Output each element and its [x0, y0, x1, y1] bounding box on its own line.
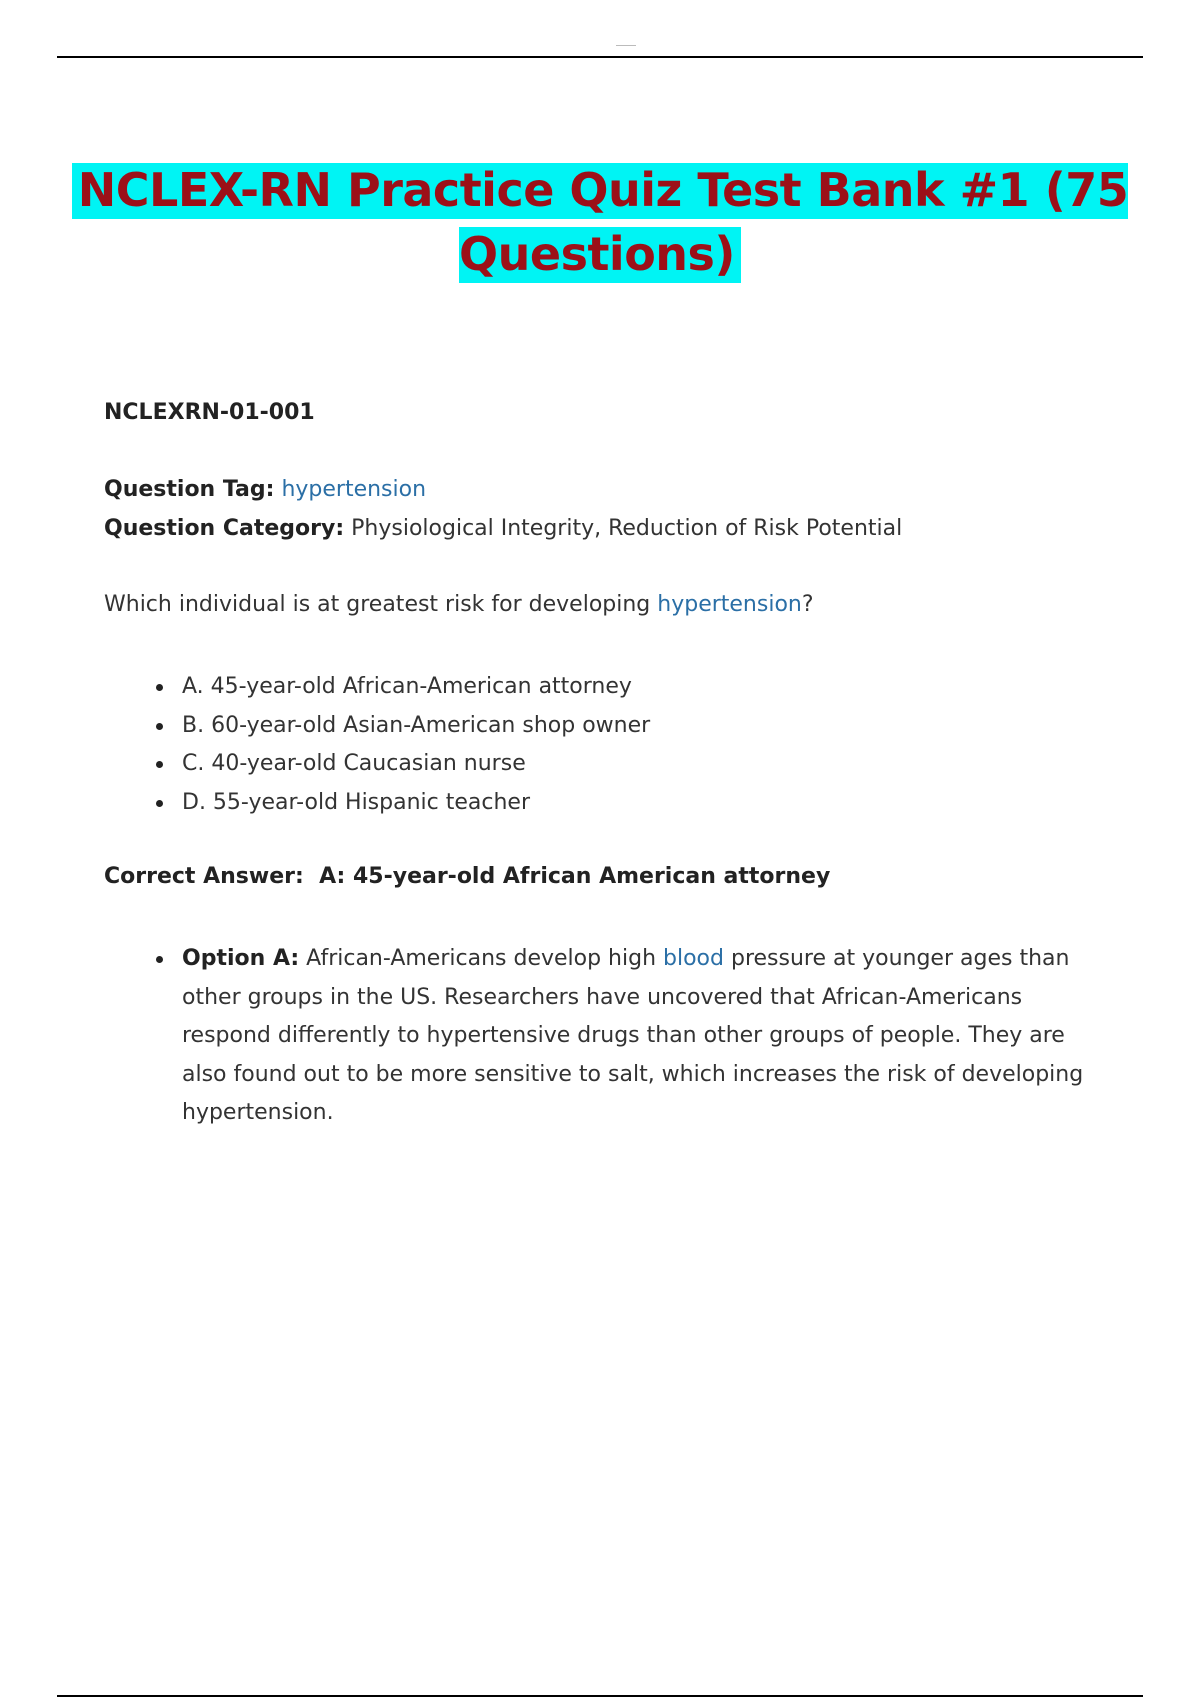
- question-category-label: Question Category:: [104, 516, 345, 541]
- explanation-text-pre: African-Americans develop high: [299, 946, 664, 971]
- option-a: A. 45-year-old African-American attorney: [182, 668, 650, 707]
- question-tag-link[interactable]: hypertension: [281, 477, 427, 502]
- question-hypertension-link[interactable]: hypertension: [657, 592, 802, 617]
- question-id: NCLEXRN-01-001: [104, 400, 315, 425]
- header-mark: [616, 45, 636, 46]
- explanation-item: [182, 940, 1102, 1133]
- option-c: C. 40-year-old Caucasian nurse: [182, 745, 650, 784]
- answer-options-list: [104, 668, 650, 822]
- explanation-label: Option A:: [182, 946, 300, 971]
- question-tag-line: [104, 475, 426, 505]
- question-text: [104, 590, 814, 620]
- explanation-blood-link[interactable]: blood: [663, 946, 724, 971]
- question-category-line: [104, 514, 902, 544]
- question-tag-label: Question Tag:: [104, 477, 275, 502]
- question-text-prefix: Which individual is at greatest risk for developing: [104, 592, 658, 617]
- footer-rule: [57, 1695, 1143, 1697]
- document-title-text: NCLEX-RN Practice Quiz Test Bank #1 (75 Questions): [72, 163, 1129, 283]
- option-b: B. 60-year-old Asian-American shop owner: [182, 707, 650, 746]
- correct-answer: Correct Answer: A: 45-year-old African American attorney: [104, 864, 831, 889]
- question-category-value: Physiological Integrity, Reduction of Risk Potential: [351, 516, 903, 541]
- question-text-suffix: ?: [801, 592, 814, 617]
- header-rule: [57, 56, 1143, 58]
- document-title: [60, 158, 1140, 286]
- option-d: D. 55-year-old Hispanic teacher: [182, 784, 650, 823]
- explanation-text-post: pressure at younger ages than other groups in the US. Researchers have uncovered that African-Americans respond differently to hypertensive drugs than other groups of people. They are also found out to be more sensitive to salt, which increases the risk of developing hypertension.: [182, 946, 1084, 1125]
